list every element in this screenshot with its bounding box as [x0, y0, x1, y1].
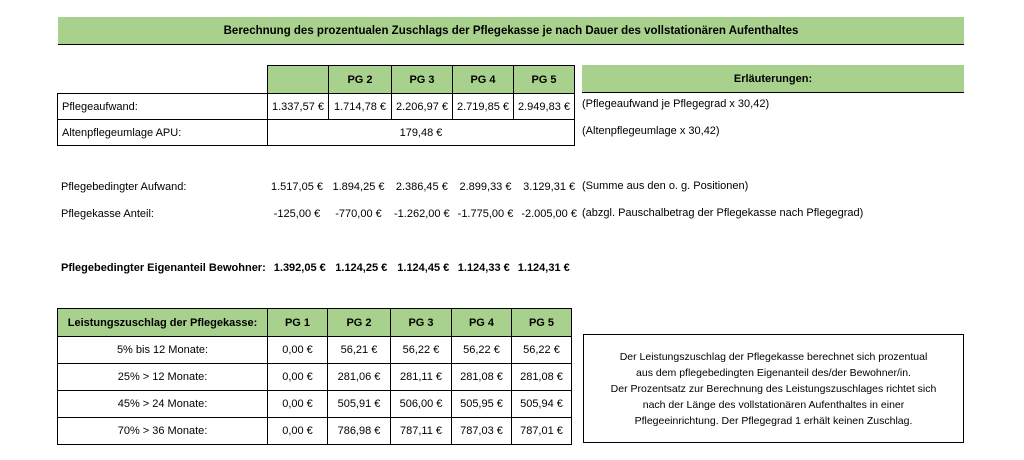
note-line: Der Leistungszuschlag der Pflegekasse berechnet sich prozentual: [619, 350, 928, 363]
cell-value: 505,91 €: [328, 391, 391, 418]
explanation-text: (Pflegeaufwand je Pflegegrad x 30,42): [582, 98, 770, 110]
row-label: Pflegebedingter Aufwand:: [61, 180, 187, 193]
cell-value: 56,22 €: [452, 337, 512, 364]
note-line: nach der Länge des vollstationären Aufenthaltes in einer: [642, 398, 905, 411]
header-pg3: PG 3: [392, 66, 453, 94]
cell-value: 1.392,05 €: [273, 262, 326, 274]
cell-value: 56,22 €: [512, 337, 572, 364]
row-label: Pflegebedingter Eigenanteil Bewohner:: [61, 262, 266, 274]
cell-value: 1.714,78 €: [329, 94, 392, 120]
row-label: 25% > 12 Monate:: [58, 364, 268, 391]
cell-value: 505,95 €: [452, 391, 512, 418]
row-label: 5% bis 12 Monate:: [58, 337, 268, 364]
cell-value: 1.517,05 €: [271, 180, 323, 193]
cell-value: 2.386,45 €: [395, 180, 448, 193]
table-row: [58, 364, 572, 391]
row-label: Pflegeaufwand:: [58, 94, 268, 120]
table-row: [57, 173, 581, 200]
header-pg2: PG 2: [329, 66, 392, 94]
header-empty: [268, 66, 329, 94]
cell-value: -1.775,00 €: [457, 207, 514, 220]
row-label: Pflegekasse Anteil:: [61, 207, 154, 220]
cell-value: 281,08 €: [452, 364, 512, 391]
explanation-text: (Summe aus den o. g. Positionen): [582, 180, 749, 192]
header-pg2: PG 2: [328, 309, 391, 337]
cell-value: 281,11 €: [391, 364, 452, 391]
table-row: [57, 200, 581, 227]
cell-value: 0,00 €: [268, 418, 328, 445]
cell-value: 1.337,57 €: [268, 94, 329, 120]
cell-value: 1.124,45 €: [397, 262, 450, 274]
summary-table: [57, 173, 581, 227]
cell-value: 0,00 €: [268, 337, 328, 364]
note-line: aus dem pflegebedingten Eigenanteil des/der Bewohner/in.: [636, 366, 911, 379]
cell-value: -125,00 €: [273, 207, 321, 220]
cell-value: 787,03 €: [452, 418, 512, 445]
cell-value: 3.129,31 €: [523, 180, 576, 193]
header-pg3: PG 3: [391, 309, 452, 337]
table-row: [58, 94, 575, 120]
explanation-text: (abzgl. Pauschalbetrag der Pflegekasse nach Pflegegrad): [582, 207, 864, 219]
explanations-header: Erläuterungen:: [582, 65, 964, 93]
table-row: [57, 255, 574, 281]
cost-table: [57, 65, 575, 146]
note-line: Pflegeeinrichtung. Der Pflegegrad 1 erhält keinen Zuschlag.: [634, 414, 913, 427]
cell-value: 2.719,85 €: [453, 94, 514, 120]
cell-value: 1.124,25 €: [335, 262, 388, 274]
table-row: [58, 120, 575, 146]
zuschlag-table: [57, 308, 572, 445]
cell-value: 2.899,33 €: [459, 180, 512, 193]
cell-value: -2.005,00 €: [521, 207, 577, 220]
row-label: 45% > 24 Monate:: [58, 391, 268, 418]
cell-value: 505,94 €: [512, 391, 572, 418]
page-title: Berechnung des prozentualen Zuschlags der Pflegekasse je nach Dauer des vollstationären Aufenthaltes: [58, 17, 964, 45]
explanation-text: (Altenpflegeumlage x 30,42): [582, 125, 720, 137]
table-row: [58, 418, 572, 445]
cell-value: 1.124,31 €: [517, 262, 570, 274]
eigenanteil-table: [57, 255, 574, 281]
header-pg1: PG 1: [268, 309, 328, 337]
cell-value: 281,06 €: [328, 364, 391, 391]
header-pg4: PG 4: [452, 309, 512, 337]
header-pg5: PG 5: [512, 309, 572, 337]
cell-value: 281,08 €: [512, 364, 572, 391]
row-label: Altenpflegeumlage APU:: [58, 120, 268, 146]
cell-value: 787,11 €: [391, 418, 452, 445]
cell-value: 787,01 €: [512, 418, 572, 445]
cell-value: 786,98 €: [328, 418, 391, 445]
cell-value: 1.124,33 €: [457, 262, 510, 274]
cell-value: 506,00 €: [391, 391, 452, 418]
table-row: [58, 391, 572, 418]
cell-value: 2.206,97 €: [392, 94, 453, 120]
cell-value: 56,22 €: [391, 337, 452, 364]
cell-value: 0,00 €: [268, 391, 328, 418]
cell-value: 2.949,83 €: [514, 94, 575, 120]
explanation-note: [583, 334, 964, 443]
cell-value: 1.894,25 €: [332, 180, 385, 193]
cell-value: -770,00 €: [335, 207, 382, 220]
cell-value: -1.262,00 €: [394, 207, 450, 220]
header-pg5: PG 5: [514, 66, 575, 94]
table-row: [58, 337, 572, 364]
cell-value: 56,21 €: [328, 337, 391, 364]
row-label: 70% > 36 Monate:: [58, 418, 268, 445]
header-pg4: PG 4: [453, 66, 514, 94]
cell-value: 0,00 €: [268, 364, 328, 391]
note-line: Der Prozentsatz zur Berechnung des Leistungszuschlages richtet sich: [610, 382, 937, 395]
zuschlag-header-label: Leistungszuschlag der Pflegekasse:: [58, 309, 268, 337]
cell-value: 179,48 €: [268, 120, 575, 146]
